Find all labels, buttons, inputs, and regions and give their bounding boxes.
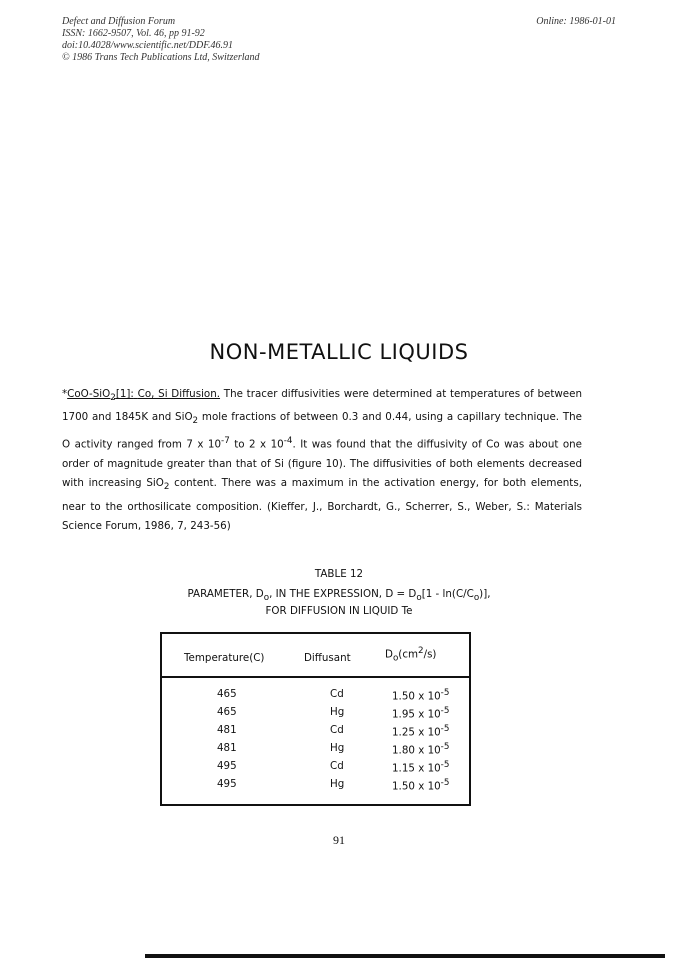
cell-do: 1.80 x $10^{-5}$ (392, 742, 450, 757)
cell-do: 1.50 x $10^{-5}$ (392, 688, 450, 703)
table-row (162, 742, 469, 760)
cell-temperature: 495 (217, 760, 237, 772)
online-date: Online: 1986-01-01 (536, 16, 616, 27)
table-row (162, 724, 469, 742)
table-label: TABLE 12 (314, 568, 364, 580)
cell-diffusant: Hg (330, 742, 345, 754)
table-row (162, 688, 469, 706)
sentence-2: mole fractions of between 0.3 and 0.44, using a capillary technique. The O activity ranged from 7 x 10 (62, 411, 583, 451)
bottom-rule (145, 954, 665, 958)
cell-do: 1.95 x $10^{-5}$ (392, 706, 450, 721)
reference-link: [1]: (115, 388, 134, 400)
table-caption: PARAMETER, $D_o$, IN THE EXPRESSION, $D = D_o[1 - \ln(C/C_o)]$, (187, 588, 491, 604)
journal-name: Defect and Diffusion Forum (62, 16, 176, 27)
cell-diffusant: Cd (330, 688, 344, 700)
cell-diffusant: Cd (330, 760, 344, 772)
cell-temperature: 465 (217, 688, 237, 700)
table-caption-line-2: FOR DIFFUSION IN LIQUID Te (265, 605, 413, 617)
body-paragraph: *CoO-SiO$_2$[1]: Co, Si Diffusion. The tracer diffusivities were determined at temperatures of between 1700 and 1845K and SiO$_2$ mole fractions of between 0.3 and 0.44, using a capillary technique. The O activity ranged from 7 x $10^{-7}$ to 2 x $10^{-4}$. It was found that the diffusivity of Co was about one order of magnitude greater than that of Si (figure 10). The diffusivities of both elements decreased with increasing SiO$_2$ content. There was a maximum in the activation energy, for both elements, near to the orthosilicate composition. (Kieffer, J., Borchardt, G., Scherrer, S., Weber, S.: Materials Science Forum, 1986, 7, 243-56) (62, 388, 583, 532)
doi-line: doi:10.4028/www.scientific.net/DDF.46.91 (62, 40, 234, 51)
journal-header (62, 16, 260, 64)
system-heading: CoO-SiO$_2$[1]: Co, Si Diffusion. (67, 388, 221, 404)
page-number: 91 (333, 833, 345, 847)
asterisk: * (62, 388, 68, 400)
cell-temperature: 481 (217, 742, 237, 754)
cell-temperature: 465 (217, 706, 237, 718)
data-table (160, 632, 471, 806)
sentence-4: . It was found that the diffusivity of Co was about one order of magnitude greater than that of Si (figure 10). The diffusivities of both elements decreased with increasing SiO (62, 438, 583, 490)
cell-do: 1.25 x $10^{-5}$ (392, 724, 450, 739)
cell-temperature: 495 (217, 778, 237, 790)
copyright-line: © 1986 Trans Tech Publications Ltd, Switzerland (62, 52, 260, 63)
table-row (162, 706, 469, 724)
cell-do: 1.15 x $10^{-5}$ (392, 760, 450, 775)
issn-line: ISSN: 1662-9507, Vol. 46, pp 91-92 (62, 28, 205, 39)
sentence-5: content. There was a maximum in the activation energy, for both elements, near to the orthosilicate composition. (Kieffer, J., Borchardt, G., Scherrer, S., Weber, S.: Materials Science Forum, 1986, 7, 243-56) (62, 477, 582, 532)
header-diffusant: Diffusant (304, 652, 351, 664)
sentence-1: The tracer diffusivities were determined at temperatures of between 1700 and 1845K and SiO (62, 388, 582, 424)
table-row (162, 778, 469, 796)
header-do: $D_o(cm^2/s)$ (385, 646, 437, 664)
cell-do: 1.50 x $10^{-5}$ (392, 778, 450, 793)
table-row (162, 760, 469, 778)
cell-diffusant: Cd (330, 724, 344, 736)
section-title: NON-METALLIC LIQUIDS (209, 340, 469, 364)
sentence-3: to 2 x 10 (234, 438, 284, 451)
header-temperature: Temperature(C) (184, 652, 265, 664)
table-header (162, 634, 469, 678)
cell-temperature: 481 (217, 724, 237, 736)
cell-diffusant: Hg (330, 778, 345, 790)
cell-diffusant: Hg (330, 706, 345, 718)
